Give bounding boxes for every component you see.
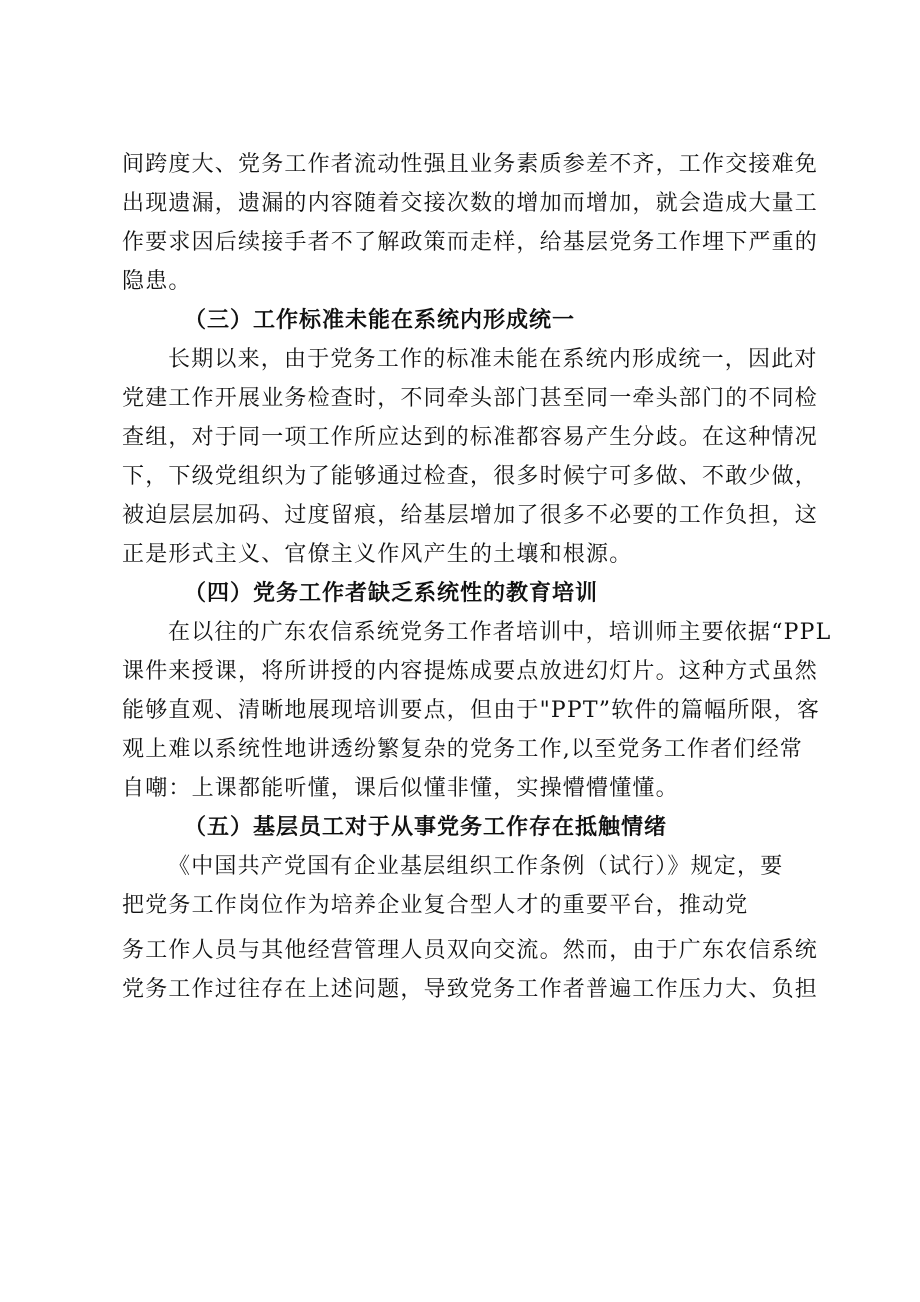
text-line: 能够直观、清晰地展现培训要点，但由于"PPT”软件的篇幅所限，客 bbox=[122, 698, 821, 723]
text-line: 自嘲：上课都能听懂，课后似懂非懂，实操懵懵懂懂。 bbox=[122, 776, 679, 801]
section-heading-5: （五）基层员工对于从事党务工作存在抵触情绪 bbox=[184, 815, 668, 840]
paragraph-continuation bbox=[122, 145, 819, 301]
text-line: 长期以来，由于党务工作的标准未能在系统内形成统一，因此对 bbox=[168, 347, 818, 372]
paragraph-regulation bbox=[122, 847, 814, 925]
text-line: 正是形式主义、官僚主义作风产生的土壤和根源。 bbox=[122, 542, 633, 567]
text-line: 课件来授课，将所讲授的内容提炼成要点放进幻灯片。这种方式虽然 bbox=[122, 659, 819, 684]
text-line: 被迫层层加码、过度留痕，给基层增加了很多不必要的工作负担，这 bbox=[122, 503, 819, 528]
text-line: 党建工作开展业务检查时，不同牵头部门甚至同一牵头部门的不同检 bbox=[122, 386, 819, 411]
text-line: 间跨度大、党务工作者流动性强且业务素质参差不齐，工作交接难免 bbox=[122, 152, 819, 177]
text-line: 在以往的广东农信系统党务工作者培训中，培训师主要依据“PPL bbox=[168, 620, 832, 645]
section-heading-3: （三）工作标准未能在系统内形成统一 bbox=[184, 308, 576, 333]
paragraph-exchange bbox=[122, 931, 819, 1009]
text-line: 务工作人员与其他经营管理人员双向交流。然而，由于广东农信系统 bbox=[122, 938, 819, 963]
text-line: 作要求因后续接手者不了解政策而走样，给基层党务工作埋下严重的 bbox=[122, 230, 819, 255]
paragraph-standards bbox=[122, 340, 819, 574]
text-line: 出现遗漏，遗漏的内容随着交接次数的增加而增加，就会造成大量工 bbox=[122, 191, 819, 216]
text-line: 下，下级党组织为了能够通过检查，很多时候宁可多做、不敢少做， bbox=[122, 464, 819, 489]
text-line: 党务工作过往存在上述问题，导致党务工作者普遍工作压力大、负担 bbox=[122, 977, 819, 1002]
section-heading-4: （四）党务工作者缺乏系统性的教育培训 bbox=[184, 581, 599, 606]
paragraph-training bbox=[122, 613, 832, 808]
text-line: 《中国共产党国有企业基层组织工作条例（试行）》规定，要 bbox=[168, 854, 784, 879]
text-line: 把党务工作岗位作为培养企业复合型人才的重要平台，推动党 bbox=[122, 893, 749, 918]
text-line: 隐患。 bbox=[122, 269, 192, 294]
text-line: 查组，对于同一项工作所应达到的标准都容易产生分歧。在这种情况 bbox=[122, 425, 819, 450]
text-line: 观上难以系统性地讲透纷繁复杂的党务工作,以至党务工作者们经常 bbox=[122, 737, 803, 762]
document-body bbox=[122, 145, 832, 1009]
